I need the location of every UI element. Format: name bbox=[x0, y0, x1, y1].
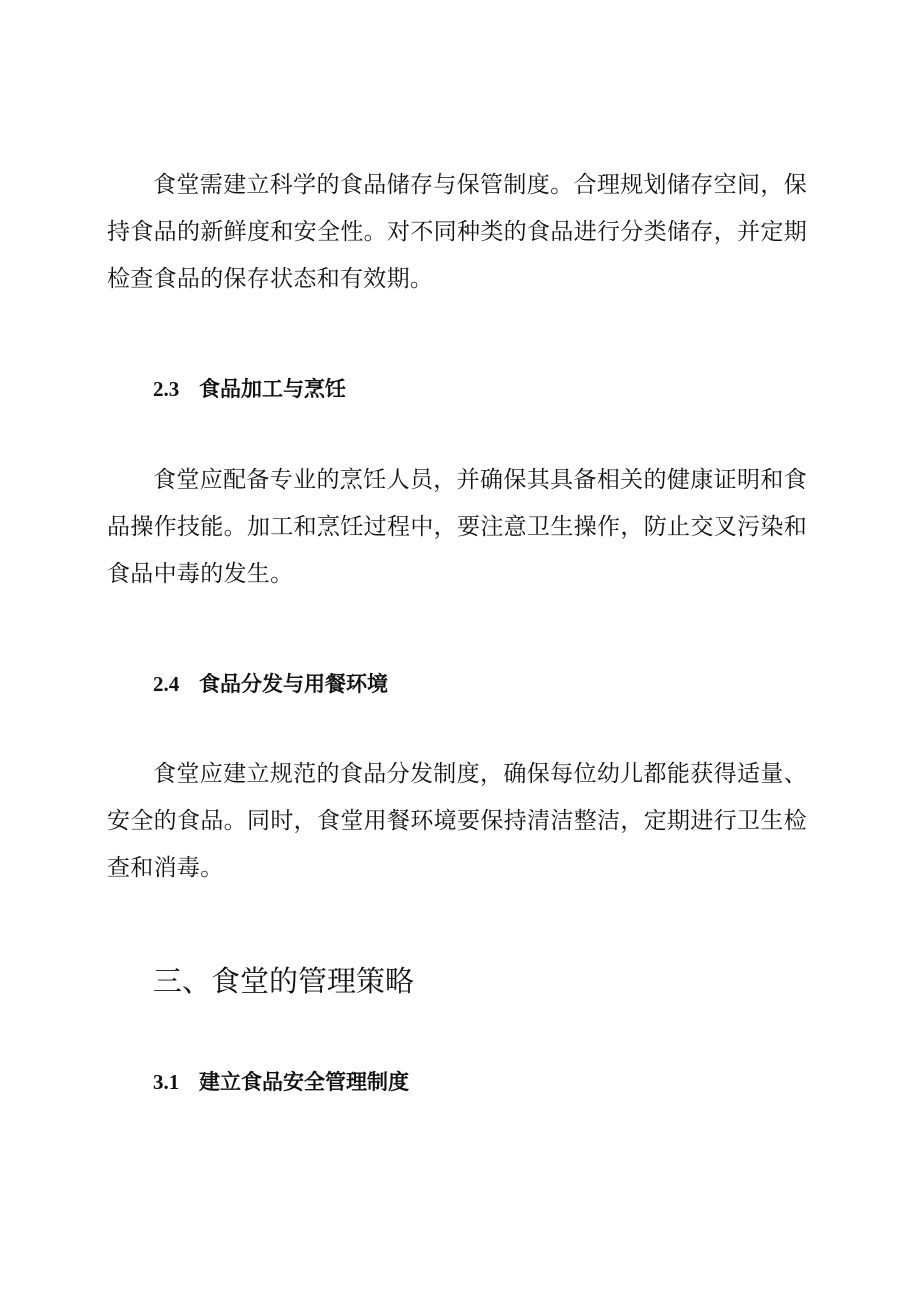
chapter-heading-3: 三、食堂的管理策略 bbox=[153, 964, 415, 998]
paragraph-food-cooking: 食堂应配备专业的烹饪人员，并确保其具备相关的健康证明和食品操作技能。加工和烹饪过程中，要注意卫生操作，防止交叉污染和食品中毒的发生。 bbox=[107, 467, 807, 587]
section-number: 2.3 bbox=[153, 377, 180, 401]
section-heading-2-3 bbox=[153, 374, 346, 404]
section-number: 3.1 bbox=[153, 1070, 180, 1094]
section-heading-2-4 bbox=[153, 669, 388, 699]
section-title: 食品分发与用餐环境 bbox=[199, 672, 388, 696]
section-title: 建立食品安全管理制度 bbox=[199, 1070, 409, 1094]
section-title: 食品加工与烹饪 bbox=[199, 377, 346, 401]
section-number: 2.4 bbox=[153, 672, 180, 696]
section-heading-3-1 bbox=[153, 1067, 409, 1097]
paragraph-food-storage: 食堂需建立科学的食品储存与保管制度。合理规划储存空间，保持食品的新鲜度和安全性。对不同种类的食品进行分类储存，并定期检查食品的保存状态和有效期。 bbox=[107, 172, 807, 292]
paragraph-food-distribution: 食堂应建立规范的食品分发制度，确保每位幼儿都能获得适量、安全的食品。同时，食堂用餐环境要保持清洁整洁，定期进行卫生检查和消毒。 bbox=[107, 761, 807, 881]
